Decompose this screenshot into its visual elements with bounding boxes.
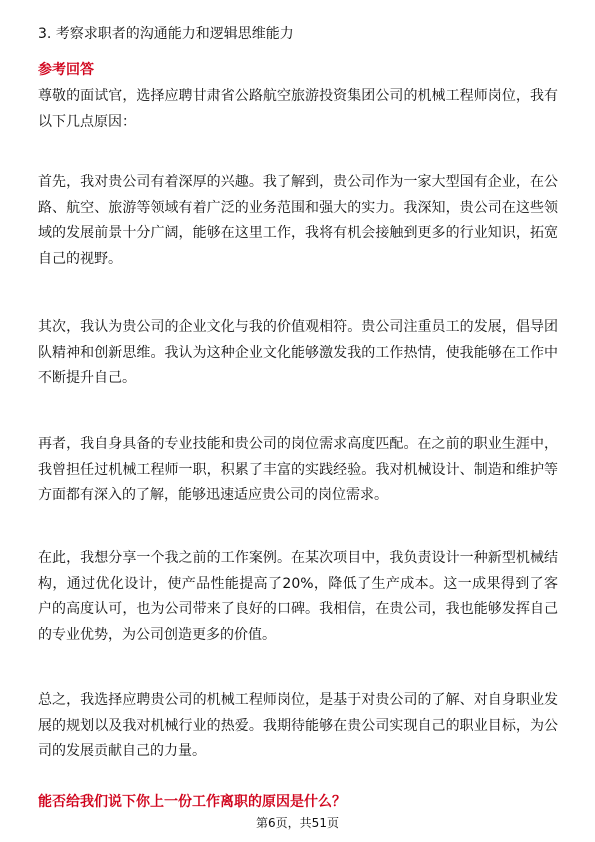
answer-paragraph-second: 其次，我认为贵公司的企业文化与我的价值观相符。贵公司注重员工的发展，倡导团队精神和创新思维。我认为这种企业文化能够激发我的工作热情，使我能够在工作中不断提升自己。 <box>38 319 558 386</box>
answer-paragraph-conclusion: 总之，我选择应聘贵公司的机械工程师岗位，是基于对贵公司的了解、对自身职业发展的规划以及我对机械行业的热爱。我期待能够在贵公司实现自己的职业目标，为公司的发展贡献自己的力量。 <box>38 692 558 759</box>
answer-paragraph-first: 首先，我对贵公司有着深厚的兴趣。我了解到，贵公司作为一家大型国有企业，在公路、航空、旅游等领域有着广泛的业务范围和强大的实力。我深知，贵公司在这些领域的发展前景十分广阔，能够在这里工作，我将有机会接触到更多的行业知识，拓宽自己的视野。 <box>38 174 558 267</box>
page-footer: 第6页，共51页 <box>256 816 339 830</box>
next-question-heading: 能否给我们说下你上一份工作离职的原因是什么？ <box>38 794 346 810</box>
answer-paragraph-third: 再者，我自身具备的专业技能和贵公司的岗位需求高度匹配。在之前的职业生涯中，我曾担任过机械工程师一职，积累了丰富的实践经验。我对机械设计、制造和维护等方面都有深入的了解，能够迅速适应贵公司的岗位需求。 <box>38 436 558 503</box>
answer-label: 参考回答 <box>38 62 94 78</box>
question-heading: 3. 考察求职者的沟通能力和逻辑思维能力 <box>38 26 294 42</box>
answer-paragraph-intro: 尊敬的面试官，选择应聘甘肃省公路航空旅游投资集团公司的机械工程师岗位，我有以下几点原因： <box>38 88 558 130</box>
answer-paragraph-case: 在此，我想分享一个我之前的工作案例。在某次项目中，我负责设计一种新型机械结构，通过优化设计，使产品性能提高了20%，降低了生产成本。这一成果得到了客户的高度认可，也为公司带来了良好的口碑。我相信，在贵公司，我也能够发挥自己的专业优势，为公司创造更多的价值。 <box>38 550 558 643</box>
